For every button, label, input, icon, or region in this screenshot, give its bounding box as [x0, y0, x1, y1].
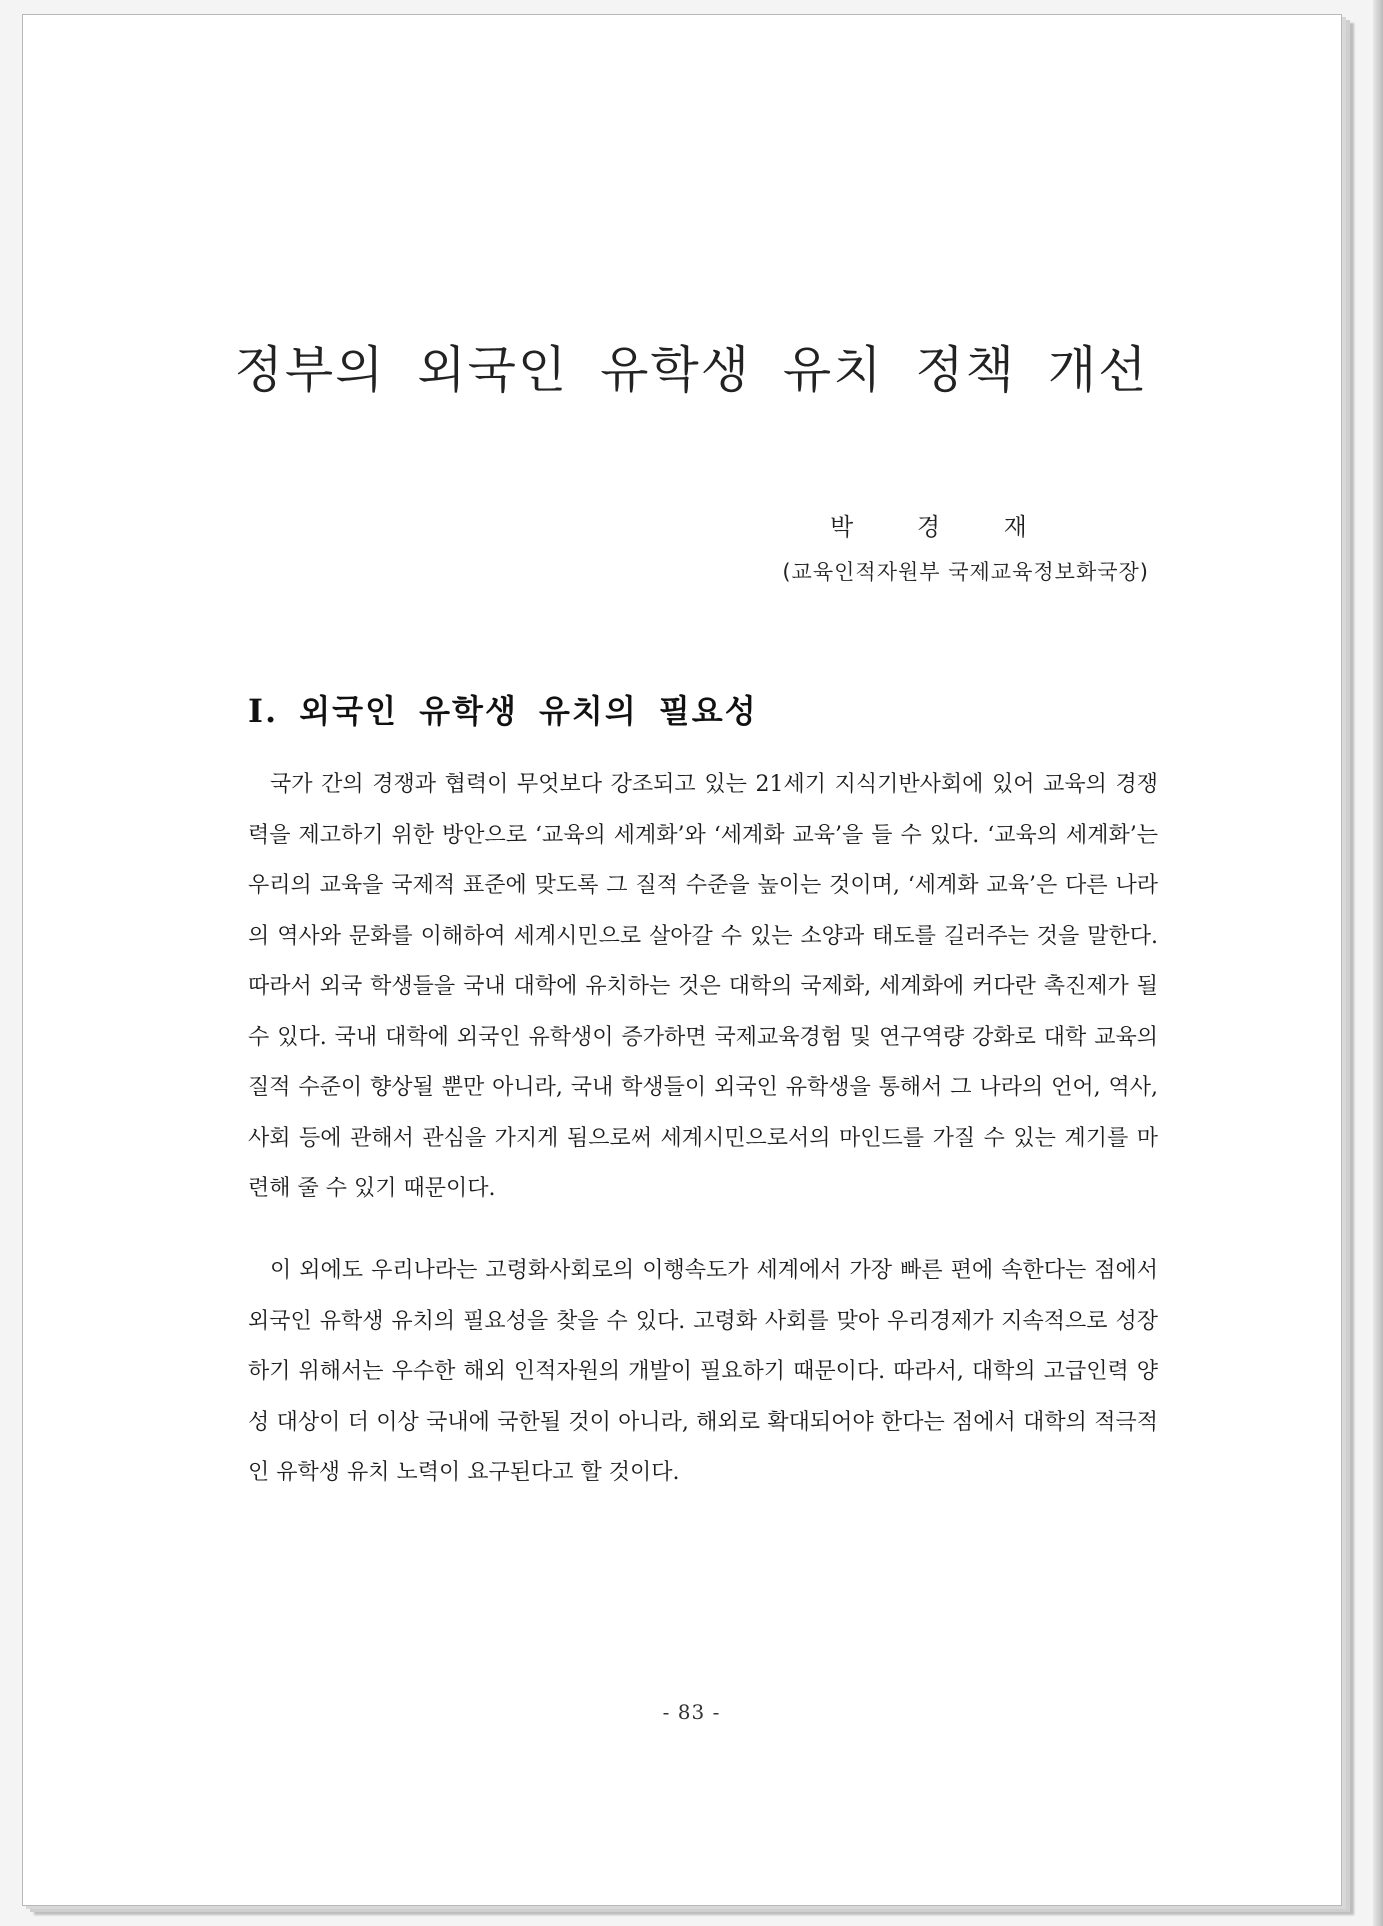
- section-heading: Ⅰ. 외국인 유학생 유치의 필요성: [248, 692, 758, 730]
- author-name: 박 경 재: [830, 513, 1029, 541]
- body-paragraph-1: 국가 간의 경쟁과 협력이 무엇보다 강조되고 있는 21세기 지식기반사회에 있어 교육의 경쟁력을 제고하기 위한 방안으로 ‘교육의 세계화’와 ‘세계화 교육’을 들 수 있다. ‘교육의 세계화’는 우리의 교육을 국제적 표준에 맞도록 그 질적 수준을 높이는 것이며, ‘세계화 교육’은 다른 나라의 역사와 문화를 이해하여 세계시민으로 살아갈 수 있는 소양과 태도를 길러주는 것을 말한다. 따라서 외국 학생들을 국내 대학에 유치하는 것은 대학의 국제화, 세계화에 커다란 촉진제가 될 수 있다. 국내 대학에 외국인 유학생이 증가하면 국제교육경험 및 연구역량 강화로 대학 교육의 질적 수준이 향상될 뿐만 아니라, 국내 학생들이 외국인 유학생을 통해서 그 나라의 언어, 역사, 사회 등에 관해서 관심을 가지게 됨으로써 세계시민으로서의 마인드를 가질 수 있는 계기를 마련해 줄 수 있기 때문이다.: [248, 772, 1158, 1201]
- author-affiliation: (교육인적자원부 국제교육정보화국장): [782, 560, 1149, 584]
- page-number: - 83 -: [662, 1700, 721, 1724]
- body-paragraph-2: 이 외에도 우리나라는 고령화사회로의 이행속도가 세계에서 가장 빠른 편에 속한다는 점에서 외국인 유학생 유치의 필요성을 찾을 수 있다. 고령화 사회를 맞아 우리경제가 지속적으로 성장하기 위해서는 우수한 해외 인적자원의 개발이 필요하기 때문이다. 따라서, 대학의 고급인력 양성 대상이 더 이상 국내에 국한될 것이 아니라, 해외로 확대되어야 한다는 점에서 대학의 적극적인 유학생 유치 노력이 요구된다고 할 것이다.: [248, 1258, 1158, 1485]
- page-edge-shadow: [1373, 0, 1383, 1926]
- document-title: 정부의 외국인 유학생 유치 정책 개선: [234, 341, 1149, 399]
